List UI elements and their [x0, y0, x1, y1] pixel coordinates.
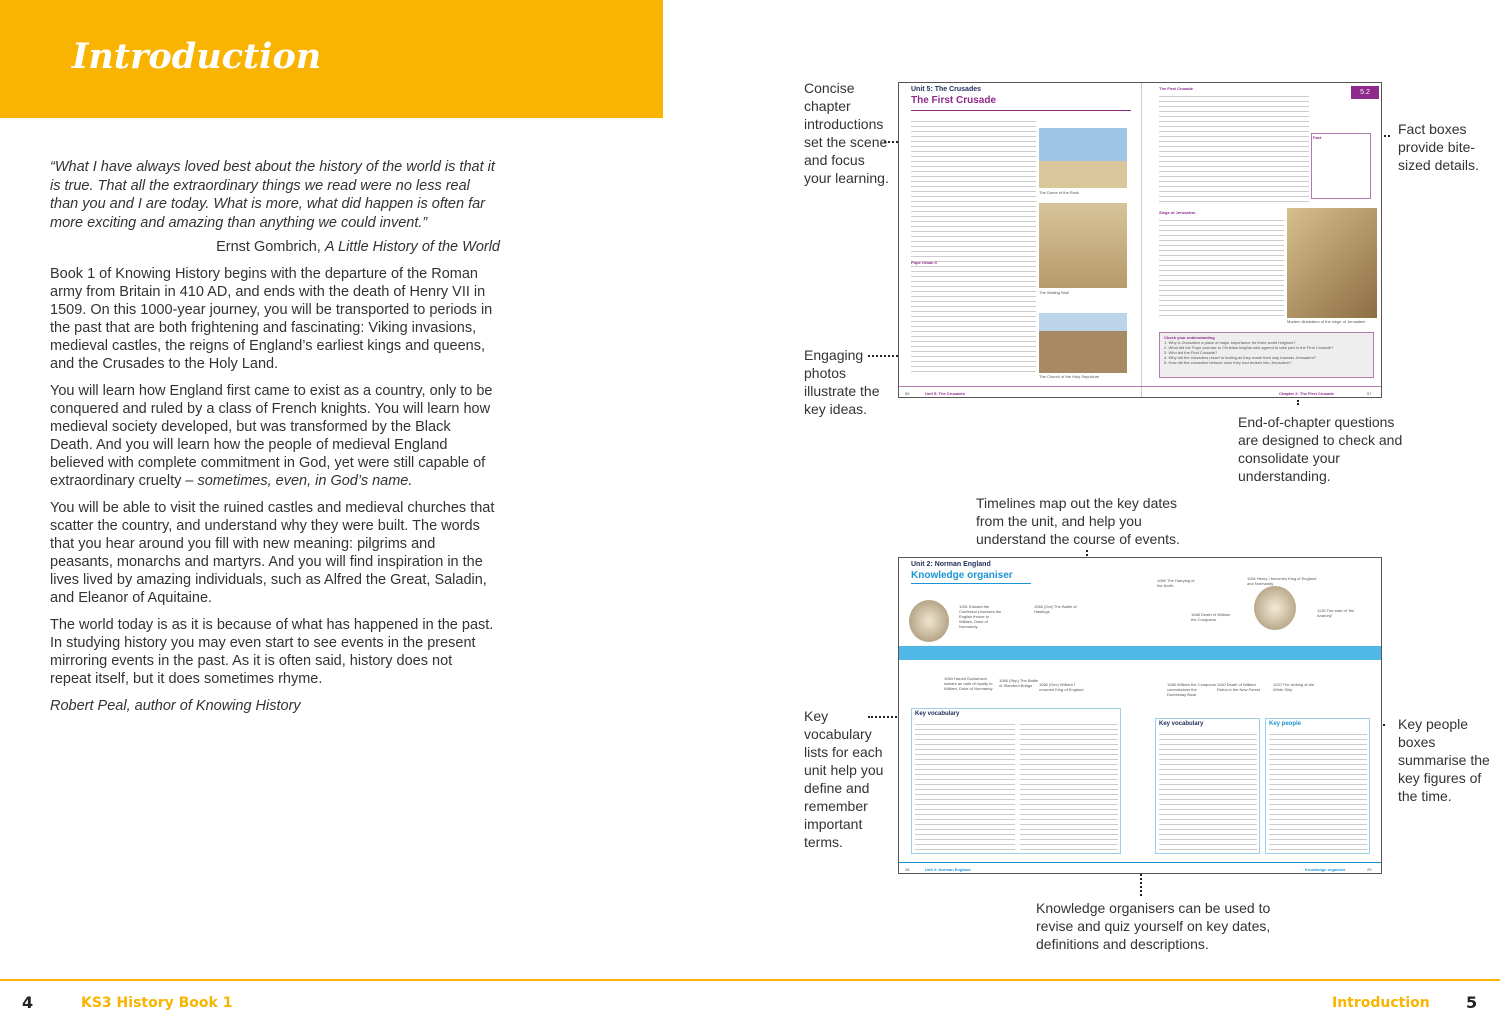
- timeline-event: 1051 Edward the Confessor promises the English throne to William, Duke of Normandy: [959, 604, 1002, 629]
- timeline-event: 1106 Henry I becomes King of England and Normandy: [1247, 576, 1317, 586]
- spread-footer-left: Unit 5: The Crusades: [925, 391, 966, 396]
- photo-caption: The Church of the Holy Sepulchre: [1039, 374, 1100, 379]
- annotation-people: Key people boxes summarise the key figures of the time.: [1398, 716, 1490, 804]
- spread-page-number: 57: [1367, 391, 1372, 396]
- divider: [911, 110, 1131, 111]
- fact-title: Fact: [1313, 135, 1322, 140]
- question: 4. Why did the crusaders resort to looting as they made their way towards Jerusalem?: [1164, 355, 1317, 360]
- section-heading: The First Crusade: [1159, 86, 1194, 91]
- quote-author: Ernst Gombrich,: [216, 239, 325, 255]
- photo-caption: The Dome of the Rock: [1039, 190, 1080, 195]
- page-number-right: 5: [1466, 993, 1478, 1012]
- timeline-bar: [899, 646, 1382, 660]
- question: 3. Who led the First Crusade?: [1164, 350, 1218, 355]
- photo-wall: [1039, 203, 1127, 288]
- opening-quote: “What I have always loved best about the history of the world is that it is true. That all the extraordinary things we read were no less real than you and I are today. What is more, what did happen is often far more exciting and amazing than anything we could invent.”: [50, 159, 495, 231]
- spread-page-number: 56: [905, 391, 910, 396]
- page-title: Introduction: [72, 36, 322, 77]
- annotation-chapter-intro: Concise chapter introductions set the scene and focus your learning.: [804, 80, 889, 186]
- sample-spread-organiser: [898, 557, 1382, 874]
- spread-unit: Unit 5: The Crusades: [911, 86, 982, 93]
- question: 1. Why is Jerusalem a place of major importance for three world religions?: [1164, 340, 1296, 345]
- annotation-timelines: Timelines map out the key dates from the unit, and help you understand the course of events.: [976, 495, 1180, 547]
- key-vocabulary-box: [1155, 718, 1260, 854]
- spread-page-number: 29: [1367, 867, 1372, 872]
- vocab-list: [1159, 731, 1257, 851]
- spread-title: The First Crusade: [911, 95, 997, 106]
- annotation-vocab: Key vocabulary lists for each unit help you define and remember important terms.: [804, 708, 884, 850]
- check-title: Check your understanding: [1164, 335, 1215, 340]
- key-vocabulary-box: [911, 708, 1121, 854]
- gutter: [1141, 83, 1142, 398]
- chapter-badge: 5.2: [1351, 86, 1379, 99]
- quote-book: A Little History of the World: [324, 239, 500, 255]
- body-text-block: [911, 118, 1036, 373]
- body-text-block: [1159, 217, 1284, 317]
- paragraph: [50, 382, 495, 490]
- timeline-event: 1066 (Oct) The Battle of Hastings: [1034, 604, 1077, 614]
- photo-dome: [1039, 128, 1127, 188]
- spread-page-number: 28: [905, 867, 910, 872]
- timeline-event: 1069 The Harrying of the North: [1157, 578, 1195, 588]
- spread-footer-left: Unit 2: Norman England: [925, 867, 971, 872]
- page-number-left: 4: [22, 993, 34, 1012]
- photo-caption: Modern illustration of the siege of Jerusalem: [1287, 319, 1366, 324]
- photo-siege: [1287, 208, 1377, 318]
- paragraph: The world today is as it is because of what has happened in the past. In studying history you may even start to see events in the present mirroring events in the past. As it is often said, history does not repeat itself, but it does sometimes rhyme.: [50, 617, 494, 687]
- paragraph: You will be able to visit the ruined castles and medieval churches that scatter the country, and understand why they were built. The words that you hear around you fill with new meaning: pilgrims and peasants, monarchs and martyrs. And you will find inspiration in the lives lived by amazing individuals, such as Alfred the Great, Saladin, and Eleanor of Aquitaine.: [50, 500, 495, 606]
- author-signature: Robert Peal, author of Knowing History: [50, 698, 301, 714]
- annotation-photos: Engaging photos illustrate the key ideas.: [804, 347, 880, 417]
- quote-attribution: [50, 239, 500, 255]
- spread-footer-right: Chapter 2: The First Crusade: [1279, 391, 1334, 396]
- vocab-title: Key vocabulary: [1159, 721, 1204, 727]
- timeline-event: 1064 Harold Godwinson swears an oath of loyalty to William, Duke of Normandy: [944, 676, 993, 691]
- annotation-questions: End-of-chapter questions are designed to check and consolidate your understanding.: [1238, 414, 1403, 484]
- portrait-henry: [1254, 586, 1296, 630]
- timeline-event: 1086 William the Conqueror commissions the Domesday Book: [1167, 682, 1217, 697]
- annotation-organisers: Knowledge organisers can be used to revise and quiz yourself on key dates, definitions and descriptions.: [1036, 900, 1271, 952]
- footer-section-title: Introduction: [1332, 995, 1430, 1011]
- timeline-event: 1066 (Sep) The Battle of Stamford Bridge: [999, 678, 1039, 688]
- vocab-list: [915, 721, 1015, 851]
- timeline-event: 1100 Death of William Rufus in the New Forest: [1217, 682, 1260, 692]
- annotation-fact-boxes: Fact boxes provide bite-sized details.: [1398, 121, 1479, 173]
- vocab-title: Key vocabulary: [915, 711, 960, 717]
- people-title: Key people: [1269, 721, 1302, 727]
- section-heading: Pope Urban II: [911, 260, 937, 265]
- spread-title: Knowledge organiser: [911, 570, 1013, 581]
- spread-footer-right: Knowledge organiser: [1305, 867, 1346, 872]
- people-list: [1269, 731, 1367, 851]
- timeline-event: 1088 Death of William the Conqueror: [1191, 612, 1231, 622]
- footer-rule: [0, 979, 1500, 981]
- question: 2. What did the Pope promise to Christian knights who agreed to take part in the First Crusade?: [1164, 345, 1334, 350]
- paragraph: Book 1 of Knowing History begins with the departure of the Roman army from Britain in 410 AD, and ends with the death of Henry VII in 1509. On this 1000-year journey, you will be transported to periods in the past that are both frightening and fascinating: Viking invasions, medieval castles, the reigns of England’s earliest kings and queens, and the Crusades to the Holy Land.: [50, 266, 493, 372]
- fact-box: [1311, 133, 1371, 199]
- footer-book-title: KS3 History Book 1: [81, 995, 233, 1011]
- paragraph-text: You will learn how England first came to exist as a country, only to be conquered and ruled by a class of French knights. You will learn how medieval society developed, but was transformed by the Black Death. And you will learn how the people of medieval England believed with complete commitment in God, yet were still capable of extraordinary cruelty –: [50, 383, 493, 489]
- key-people-box: [1265, 718, 1370, 854]
- check-understanding-box: [1159, 332, 1374, 378]
- timeline-event: 1120 The sinking of the White Ship: [1273, 682, 1315, 692]
- timeline-event: 1066 (Dec) William I crowned King of England: [1039, 682, 1084, 692]
- photo-caption: The Wailing Wall: [1039, 290, 1069, 295]
- spread-unit: Unit 2: Norman England: [911, 561, 991, 568]
- vocab-list: [1020, 721, 1118, 851]
- spread-footer-line: [899, 862, 1382, 863]
- photo-church: [1039, 313, 1127, 373]
- portrait-edward: [909, 600, 949, 642]
- divider: [911, 583, 1031, 584]
- title-banner: [0, 0, 663, 118]
- paragraph-emphasis: sometimes, even, in God’s name.: [197, 473, 413, 489]
- intro-body: [50, 265, 495, 724]
- spread-footer-line: [899, 386, 1382, 387]
- timeline-event: 1135 The start of 'the Anarchy': [1317, 608, 1355, 618]
- question: 5. How did the crusaders behave once they had broken into Jerusalem?: [1164, 360, 1292, 365]
- body-text-block: [1159, 93, 1309, 203]
- section-heading: Siege of Jerusalem: [1159, 210, 1196, 215]
- sample-spread-crusade: [898, 82, 1382, 398]
